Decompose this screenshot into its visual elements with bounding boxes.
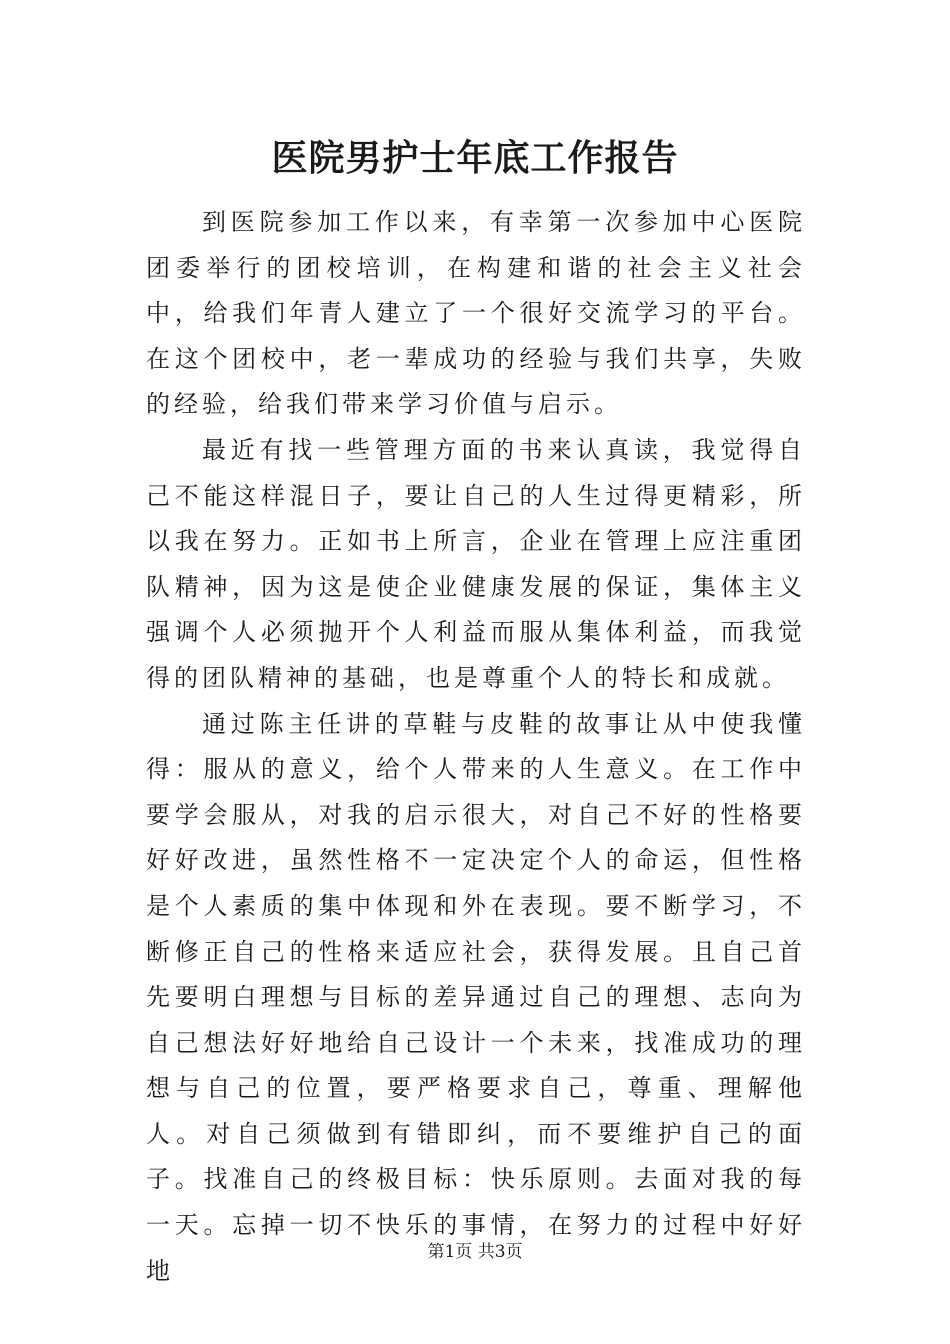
- page-number: 第1页 共3页: [427, 1242, 523, 1262]
- paragraph-1: 到医院参加工作以来，有幸第一次参加中心医院团委举行的团校培训，在构建和谐的社会主义社会中，给我们年青人建立了一个很好交流学习的平台。在这个团校中，老一辈成功的经验与我们共享，失败的经验，给我们带来学习价值与启示。: [146, 208, 806, 419]
- page-title: 医院男护士年底工作报告: [271, 137, 679, 179]
- paragraph-2: 最近有找一些管理方面的书来认真读，我觉得自己不能这样混日子，要让自己的人生过得更精彩，所以我在努力。正如书上所言，企业在管理上应注重团队精神，因为这是使企业健康发展的保证，集体主义强调个人必须抛开个人利益而服从集体利益，而我觉得的团队精神的基础，也是尊重个人的特长和成就。: [146, 435, 806, 692]
- document-body: [146, 200, 806, 1294]
- paragraph-3: 通过陈主任讲的草鞋与皮鞋的故事让从中使我懂得：服从的意义，给个人带来的人生意义。在工作中要学会服从，对我的启示很大，对自己不好的性格要好好改进，虽然性格不一定决定个人的命运，但性格是个人素质的集中体现和外在表现。要不断学习，不断修正自己的性格来适应社会，获得发展。且自己首先要明白理想与目标的差异通过自己的理想、志向为自己想法好好地给自己设计一个未来，找准成功的理想与自己的位置，要严格要求自己，尊重、理解他人。对自己须做到有错即纠，而不要维护自己的面子。找准自己的终极目标：快乐原则。去面对我的每一天。忘掉一切不快乐的事情，在努力的过程中好好地: [146, 709, 806, 1285]
